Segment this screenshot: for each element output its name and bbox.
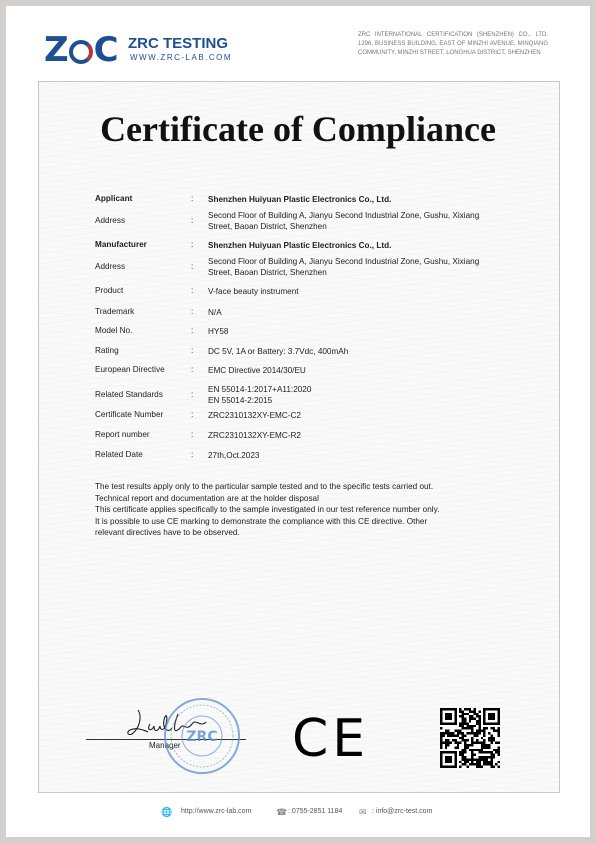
- zrc-logo: [44, 30, 244, 74]
- globe-icon: 🌐: [161, 807, 173, 817]
- field-value: [208, 430, 513, 441]
- footer-website[interactable]: http://www.zrc-lab.com: [181, 808, 252, 815]
- field-value-line: Second Floor of Building A, Jianyu Second Industrial Zone, Gushu, Xixiang: [208, 211, 480, 220]
- ce-mark-icon: [292, 712, 372, 762]
- field-label: Address: [95, 262, 126, 271]
- note-line: It is possible to use CE marking to demonstrate the compliance with this CE directive. Other: [95, 516, 428, 526]
- certificate-notes: [95, 481, 495, 539]
- field-value: [208, 384, 513, 406]
- field-colon: :: [191, 194, 194, 203]
- field-label: European Directive: [95, 365, 165, 374]
- field-label: Product: [95, 286, 124, 295]
- ce-mark-text: CE: [292, 712, 370, 762]
- field-value-line: 27th,Oct.2023: [208, 451, 260, 460]
- field-colon: :: [191, 410, 194, 419]
- field-label: Trademark: [95, 307, 135, 316]
- field-colon: :: [191, 430, 194, 439]
- field-value: [208, 450, 513, 461]
- signatory-role: Manager: [149, 741, 181, 750]
- field-value-line: EN 55014-2:2015: [208, 396, 273, 405]
- field-value: [208, 194, 513, 205]
- field-value: [208, 256, 513, 278]
- field-value: [208, 326, 513, 337]
- field-colon: :: [191, 326, 194, 335]
- field-label: Related Date: [95, 450, 143, 459]
- field-value: [208, 286, 513, 297]
- note-line: This certificate applies specifically to the sample investigated in our test reference number only.: [95, 505, 440, 515]
- stamp-text: ZRC: [186, 729, 218, 745]
- company-stamp-icon: [162, 696, 242, 776]
- field-label: Rating: [95, 346, 119, 355]
- field-value-line: ZRC2310132XY-EMC-C2: [208, 411, 301, 420]
- phone-icon: ☎: [276, 807, 288, 817]
- field-value: [208, 346, 513, 357]
- field-value: [208, 240, 513, 251]
- field-value-line: Street, Baoan District, Shenzhen: [208, 268, 327, 277]
- field-label: Manufacturer: [95, 240, 147, 249]
- note-line: Technical report and documentation are at the holder disposal: [95, 493, 319, 503]
- field-label: Model No.: [95, 326, 133, 335]
- field-value-line: N/A: [208, 308, 222, 317]
- field-label: Applicant: [95, 194, 133, 203]
- field-value-line: DC 5V, 1A or Battery: 3.7Vdc, 400mAh: [208, 347, 349, 356]
- field-value-line: HY58: [208, 327, 229, 336]
- field-colon: :: [191, 216, 194, 225]
- logo-mark: Z C: [44, 30, 118, 70]
- logo-ring-icon: [69, 40, 93, 64]
- field-colon: :: [191, 307, 194, 316]
- brand-website: WWW.ZRC-LAB.COM: [130, 53, 233, 62]
- field-value-line: Shenzhen Huiyuan Plastic Electronics Co., Ltd.: [208, 195, 392, 204]
- brand-name: ZRC TESTING: [128, 35, 228, 52]
- field-label: Address: [95, 216, 126, 225]
- field-colon: :: [191, 450, 194, 459]
- field-colon: :: [191, 286, 194, 295]
- field-colon: :: [191, 390, 194, 399]
- footer-phone: : 0755-2851 1184: [288, 808, 343, 815]
- field-value-line: Shenzhen Huiyuan Plastic Electronics Co., Ltd.: [208, 241, 392, 250]
- qr-code-icon: [440, 708, 500, 768]
- field-value-line: Street, Baoan District, Shenzhen: [208, 222, 327, 231]
- company-address: ZRC INTERNATIONAL CERTIFICATION (SHENZHEN) CO., LTD. 1296, BUSINESS BUILDING, EAST OF MINZHI AVENUE, MINQIANG COMMUNITY, MINZHI STREET, LONGHUA DISTRICT, SHENZHEN: [358, 32, 548, 56]
- note-line: relevant directives have to be observed.: [95, 528, 240, 538]
- field-value: [208, 365, 513, 376]
- field-label: Related Standards: [95, 390, 163, 399]
- field-value-line: EMC Directive 2014/30/EU: [208, 366, 306, 375]
- field-colon: :: [191, 365, 194, 374]
- envelope-icon: ✉: [359, 807, 367, 817]
- field-label: Report number: [95, 430, 150, 439]
- field-value-line: ZRC2310132XY-EMC-R2: [208, 431, 301, 440]
- note-line: The test results apply only to the particular sample tested and to the specific tests carried out.: [95, 482, 434, 491]
- field-value-line: EN 55014-1:2017+A11:2020: [208, 385, 312, 394]
- field-value: [208, 410, 513, 421]
- field-label: Certificate Number: [95, 410, 164, 419]
- field-value-line: V-face beauty instrument: [208, 287, 299, 296]
- field-value: [208, 210, 513, 232]
- footer-email[interactable]: : info@zrc-test.com: [372, 808, 433, 815]
- field-value-line: Second Floor of Building A, Jianyu Second Industrial Zone, Gushu, Xixiang: [208, 257, 480, 266]
- field-colon: :: [191, 346, 194, 355]
- field-value: [208, 307, 513, 318]
- certificate-title: Certificate of Compliance: [100, 109, 496, 149]
- field-colon: :: [191, 262, 194, 271]
- field-colon: :: [191, 240, 194, 249]
